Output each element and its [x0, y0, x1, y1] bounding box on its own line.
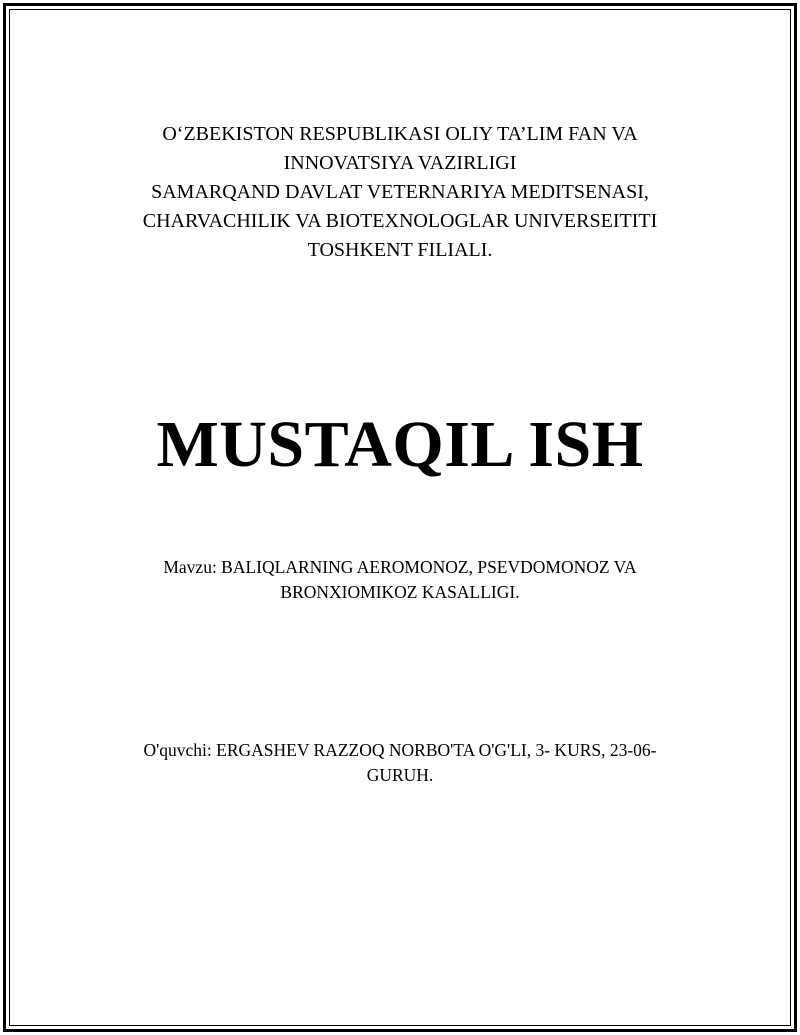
header-line: SAMARQAND DAVLAT VETERNARIYA MEDITSENASI, — [151, 181, 649, 203]
student-line: GURUH. — [366, 765, 434, 785]
topic-line: Mavzu: BALIQLARNING AEROMONOZ, PSEVDOMONOZ VA — [163, 557, 637, 577]
student-line: O'quvchi: ERGASHEV RAZZOQ NORBO'TA O'G'LI, 3- KURS, 23-06- — [143, 740, 657, 760]
header-line: O‘ZBEKISTON RESPUBLIKASI OLIY TA’LIM FAN VA — [162, 123, 638, 145]
header-line: CHARVACHILIK VA BIOTEXNOLOGLAR UNIVERSEITITI — [142, 210, 658, 232]
institution-header — [60, 120, 740, 265]
topic-block — [60, 555, 740, 605]
header-line: INNOVATSIYA VAZIRLIGI — [283, 152, 517, 174]
header-line: TOSHKENT FILIALI. — [307, 239, 493, 261]
topic-line: BRONXIOMIKOZ KASALLIGI. — [280, 582, 520, 602]
student-block — [60, 738, 740, 788]
document-title: MUSTAQIL ISH — [156, 408, 644, 481]
